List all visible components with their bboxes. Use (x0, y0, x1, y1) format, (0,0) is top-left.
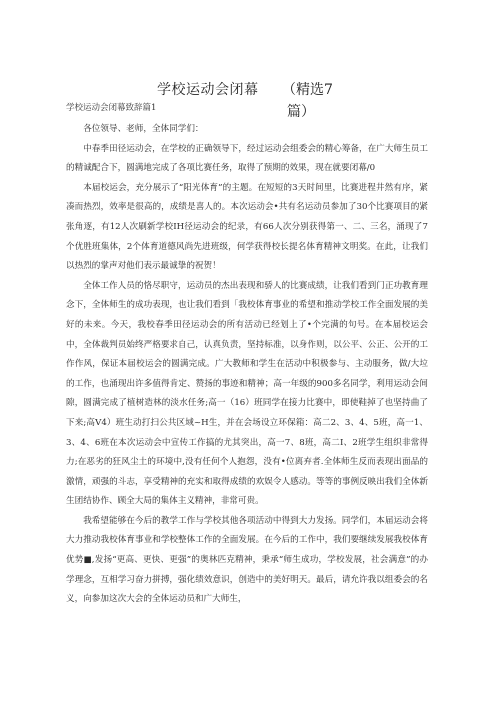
document-title-suffix-line2: 篇） (287, 104, 315, 120)
document-title: 学校运动会闭幕 (157, 82, 259, 98)
paragraph: 我希望能够在今后的教学工作与学校其他各项活动中得到大力发扬。同学们，本届运动会将大力推动我校体育事业和学校整体工作的全面发展。在今后的工作中，我们要继续发展我校体育优势■,发扬“更高、更快、更强”的奥林匹克精神，秉承“师生成功，学校发展，社会满意”的办学理念，互相学习奋力拼搏，强化绩效意识，创造中的美好明天。最后，请允许我以组委会的名义，向参加这次大会的全体运动员和广大师生， (66, 515, 428, 605)
paragraph-greeting: 各位领导、老师，全体同学们： (83, 124, 204, 134)
document-title-suffix: （精选7 (282, 82, 333, 98)
paragraph: 本届校运会，充分展示了“阳光体育”的主题。在短短的3天时间里，比赛进程井然有序，紧凑而热烈，效率是很高的，成绩是喜人的。本次运动会•共有名运动员参加了30个比赛项目的紧张角逐，有12人次刷新学校IH径运动会的纪录，有66人次分别获得第一、二、三名，涌现了7个优胜班集体，2个体育道德风尚先进班级，何学获得校长提名体育精神文明奖。在此，让我们以热烈的掌声对他们表示最诚挚的祝贺！ (66, 182, 428, 272)
document-subtitle: 学校运动会闭幕致辞篇1 (66, 103, 157, 113)
paragraph: 全体工作人员的恪尽职守，运动员的杰出表现和骄人的比赛成绩，让我们看到门正功教育理念下，全体师生的成功表现，也让我们看到「我校体育事业的希望和推动学校工作全面发展的美好的未来。今天，我校春季田径运动会的所有活动已经划上了•个完满的句号。在本届校运会中，全体裁判员始终严格要求自己，认真负责，坚持标准，以身作则，以公平、公正、公开的工作作风，保证本届校运会的圆满完成。广大教师和学生在活动中积极参与、主动服务，做/大垃的工作，也涌现出许多值得肯定、赞扬的事迹和精神；高一年级的900多名同学，利用运动会间隙，圆满完成了植树造林的淡水任务;高一（16）班同学在接力比赛中，即使鞋掉了也坚持曲了下来;高V4）班生动打扫公共区域~H生，并在会场设立环保箱：高二2、3、4、5班，高一1、3、4、6班在本次运动会中宣传工作搞的尤其突出，高一7、8班，高二I、2班学生组织非常得力;在恶劣的狂风尘土的环境中,没有任何个人抱怨，没有•位离弃者.全体师生反而表现出面品的激情，顽强的斗志，享受精神的充实和取得成绩的欢娱令人感动。等等的事例反映出我们全体新生团结协作、顾全大局的集体主义精神，非常可贵。 (66, 280, 428, 507)
document-body (66, 120, 428, 610)
paragraph: 中春季田径运动会，在学校的正确领导下，经过运动会组委会的精心筹备，在广大师生员工的精诚配合下，圆满地完成了各项比赛任务，取得了预期的效果，现在就要闭幕/0 (66, 143, 428, 174)
